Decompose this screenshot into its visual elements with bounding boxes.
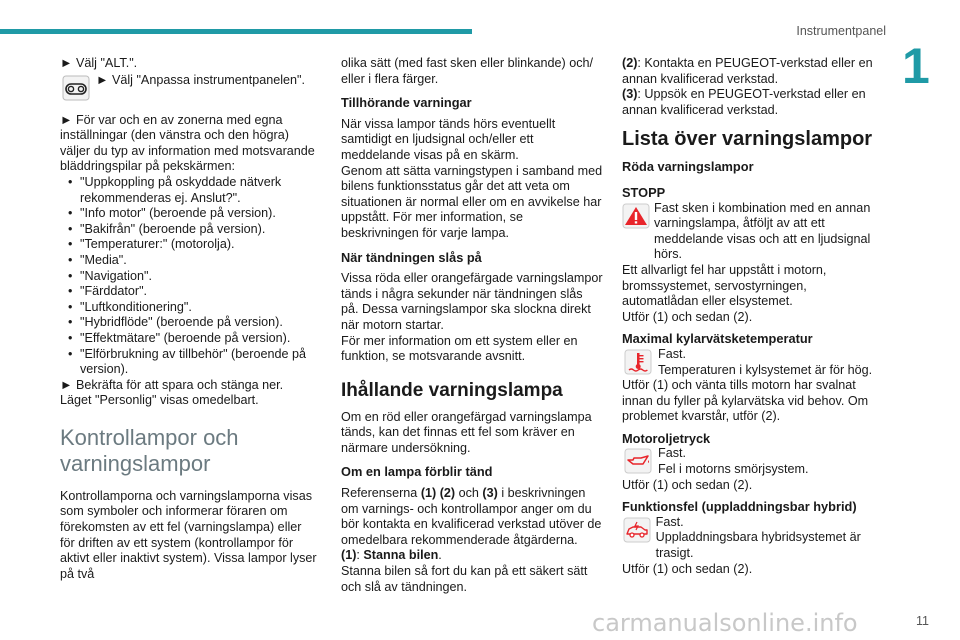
stop-body: Ett allvarligt fel har uppstått i motorn, bromssystemet, servostyrningen, automatlådan eller elsystemet. xyxy=(622,262,827,309)
hybrid-line1: Fast. xyxy=(655,514,684,529)
step-customize-text: ► Välj "Anpassa instrumentpanelen". xyxy=(96,72,306,87)
references-1-2: (1) (2) xyxy=(420,486,456,501)
ref3-label: (3) xyxy=(622,87,638,102)
step-customize xyxy=(60,73,318,103)
stop-title: STOPP xyxy=(622,184,666,200)
list-item: • "Elförbrukning av tillbehör" (beroende på version). xyxy=(60,347,318,378)
coolant-temperature-icon xyxy=(622,347,654,377)
ref1-label: (1) xyxy=(341,548,357,563)
references-suffix: i beskrivningen om varnings- och kontrollampor anger om du bör kontakta en kvalificerad verkstad utöver de omedelbara rekommenderade åtgärderna. xyxy=(341,486,602,547)
heading-related-warnings: Tillhörande varningar xyxy=(341,95,472,111)
warning-lamps-intro: Kontrollamporna och varningslamporna visas som symboler och informerar föraren om förekomsten av ett fel (varningslampa) eller för driften av ett system (kontrollampor för aktivt eller inaktivt system). Vissa lampor lyser på två xyxy=(60,488,317,581)
coolant-entry xyxy=(622,347,884,378)
hybrid-title: Funktionsfel (uppladdningsbar hybrid) xyxy=(622,499,857,515)
column-1 xyxy=(60,56,318,582)
list-item: • "Färddator". xyxy=(60,284,318,300)
ref1-body: Stanna bilen så fort du kan på ett säkert sätt och slå av tändningen. xyxy=(341,564,588,594)
related-warnings-text: När vissa lampor tänds hörs eventuellt samtidigt en ljudsignal och/eller ett meddelande visas på en skärm. xyxy=(341,116,556,162)
ref3-text: : Uppsök en PEUGEOT-verkstad eller en annan kvalificerad verkstad. xyxy=(622,87,866,117)
references-and: och xyxy=(455,486,483,501)
coolant-line1: Fast. xyxy=(658,346,686,361)
ref2-label: (2) xyxy=(622,56,638,70)
watermark: carmanualsonline.info xyxy=(592,609,858,637)
hybrid-action: Utför (1) och sedan (2). xyxy=(622,561,753,576)
hybrid-line2: Uppladdningsbara hybridsystemet är trasigt. xyxy=(655,530,861,561)
stop-line1: Fast sken i kombination med en annan varningslampa, åtföljt av att ett meddelande visas och att en ljudsignal hörs. xyxy=(654,200,871,262)
ref1-end: . xyxy=(438,548,442,563)
ref1-title: Stanna bilen xyxy=(363,548,439,563)
stop-entry xyxy=(622,201,884,263)
coolant-action: Utför (1) och vänta tills motorn har svalnat innan du fyller på kylarvätska vid behov. Om problemet kvarstår, utför (2). xyxy=(622,378,869,424)
oil-line1: Fast. xyxy=(658,446,686,461)
oil-line2: Fel i motorns smörjsystem. xyxy=(658,462,809,477)
oil-text xyxy=(658,446,808,477)
ignition-text-2: För mer information om ett system eller en funktion, se motsvarande avsnitt. xyxy=(341,333,578,364)
heading-warning-lamp-list: Lista över varningslampor xyxy=(622,128,873,151)
coolant-line2: Temperaturen i kylsystemet är för hög. xyxy=(658,362,873,377)
zone-instructions: ► För var och en av zonerna med egna inställningar (den vänstra och den högra) väljer du typ av information med motsvarande bläddringspilar på pekskärmen: xyxy=(60,112,315,174)
ref1-line xyxy=(341,548,603,564)
step-alt-text: ► Välj "ALT.". xyxy=(60,56,138,70)
chapter-number: 1 xyxy=(902,38,930,94)
oil-pressure-icon xyxy=(622,446,654,476)
list-item: • "Effektmätare" (beroende på version). xyxy=(60,331,318,347)
ref2-text: : Kontakta en PEUGEOT-verkstad eller en annan kvalificerad verkstad. xyxy=(622,56,873,86)
heading-ignition-on: När tändningen slås på xyxy=(341,249,482,265)
persistent-warning-text: Om en röd eller orangefärgad varningslampa tänds, kan det finnas ett fel som kräver en närmare undersökning. xyxy=(341,409,592,455)
list-item: • "Luftkonditionering". xyxy=(60,300,318,316)
list-item: • "Bakifrån" (beroende på version). xyxy=(60,222,318,238)
list-item: • "Hybridflöde" (beroende på version). xyxy=(60,315,318,331)
list-item: • "Uppkoppling på oskyddade nätverk rekommenderas ej. Anslut?". xyxy=(60,175,318,206)
stop-action: Utför (1) och sedan (2). xyxy=(622,309,753,324)
oil-title: Motoroljetryck xyxy=(622,430,711,446)
column-2 xyxy=(341,56,603,595)
list-item: • "Navigation". xyxy=(60,269,318,285)
list-item: • "Media". xyxy=(60,253,318,269)
list-item: • "Temperaturer:" (motorolja). xyxy=(60,237,318,253)
lamp-modes-continued: olika sätt (med fast sken eller blinkande) och/ eller i flera färger. xyxy=(341,56,593,86)
stop-warning-icon xyxy=(622,201,650,231)
personal-mode-note: Läget "Personlig" visas omedelbart. xyxy=(60,393,259,408)
header-accent-bar xyxy=(0,29,472,34)
references-text xyxy=(341,486,603,548)
ref2-line xyxy=(622,56,884,87)
coolant-text xyxy=(658,347,872,378)
column-3 xyxy=(622,56,884,577)
dashboard-gauge-icon xyxy=(60,73,92,103)
references-prefix: Referenserna xyxy=(341,486,421,501)
section-heading-warning-lamps: Kontrollampor och varningslampor xyxy=(60,424,239,476)
display-options-list xyxy=(60,175,318,378)
ref3-line xyxy=(622,87,884,118)
page-number: 11 xyxy=(916,614,929,628)
hybrid-fault-icon xyxy=(622,515,652,545)
hybrid-entry xyxy=(622,515,884,562)
heading-red-lamps: Röda varningslampor xyxy=(622,159,754,175)
step-alt xyxy=(60,56,318,72)
ignition-text: Vissa röda eller orangefärgade varningslampor tänds i några sekunder när tändningen slås på. Dessa varningslampor ska slockna direkt när motorn startar. xyxy=(341,271,603,332)
oil-action: Utför (1) och sedan (2). xyxy=(622,477,753,492)
heading-persistent-warning: Ihållande varningslampa xyxy=(341,379,563,401)
hybrid-text xyxy=(656,515,884,562)
ref1-separator: : xyxy=(356,548,364,563)
section-title: Instrumentpanel xyxy=(796,24,886,38)
references-3: (3) xyxy=(482,486,498,501)
related-warnings-text-2: Genom att sätta varningstypen i samband med bilens funktionsstatus går det att veta om situationen är normal eller om en avvikelse har uppstått. För mer information, se beskrivningen för varje lampa. xyxy=(341,163,603,240)
heading-lamp-stays-lit: Om en lampa förblir tänd xyxy=(341,464,493,480)
coolant-title: Maximal kylarvätsketemperatur xyxy=(622,331,813,347)
oil-entry xyxy=(622,446,884,477)
confirm-step: ► Bekräfta för att spara och stänga ner. xyxy=(60,377,284,392)
list-item: • "Info motor" (beroende på version). xyxy=(60,206,318,222)
